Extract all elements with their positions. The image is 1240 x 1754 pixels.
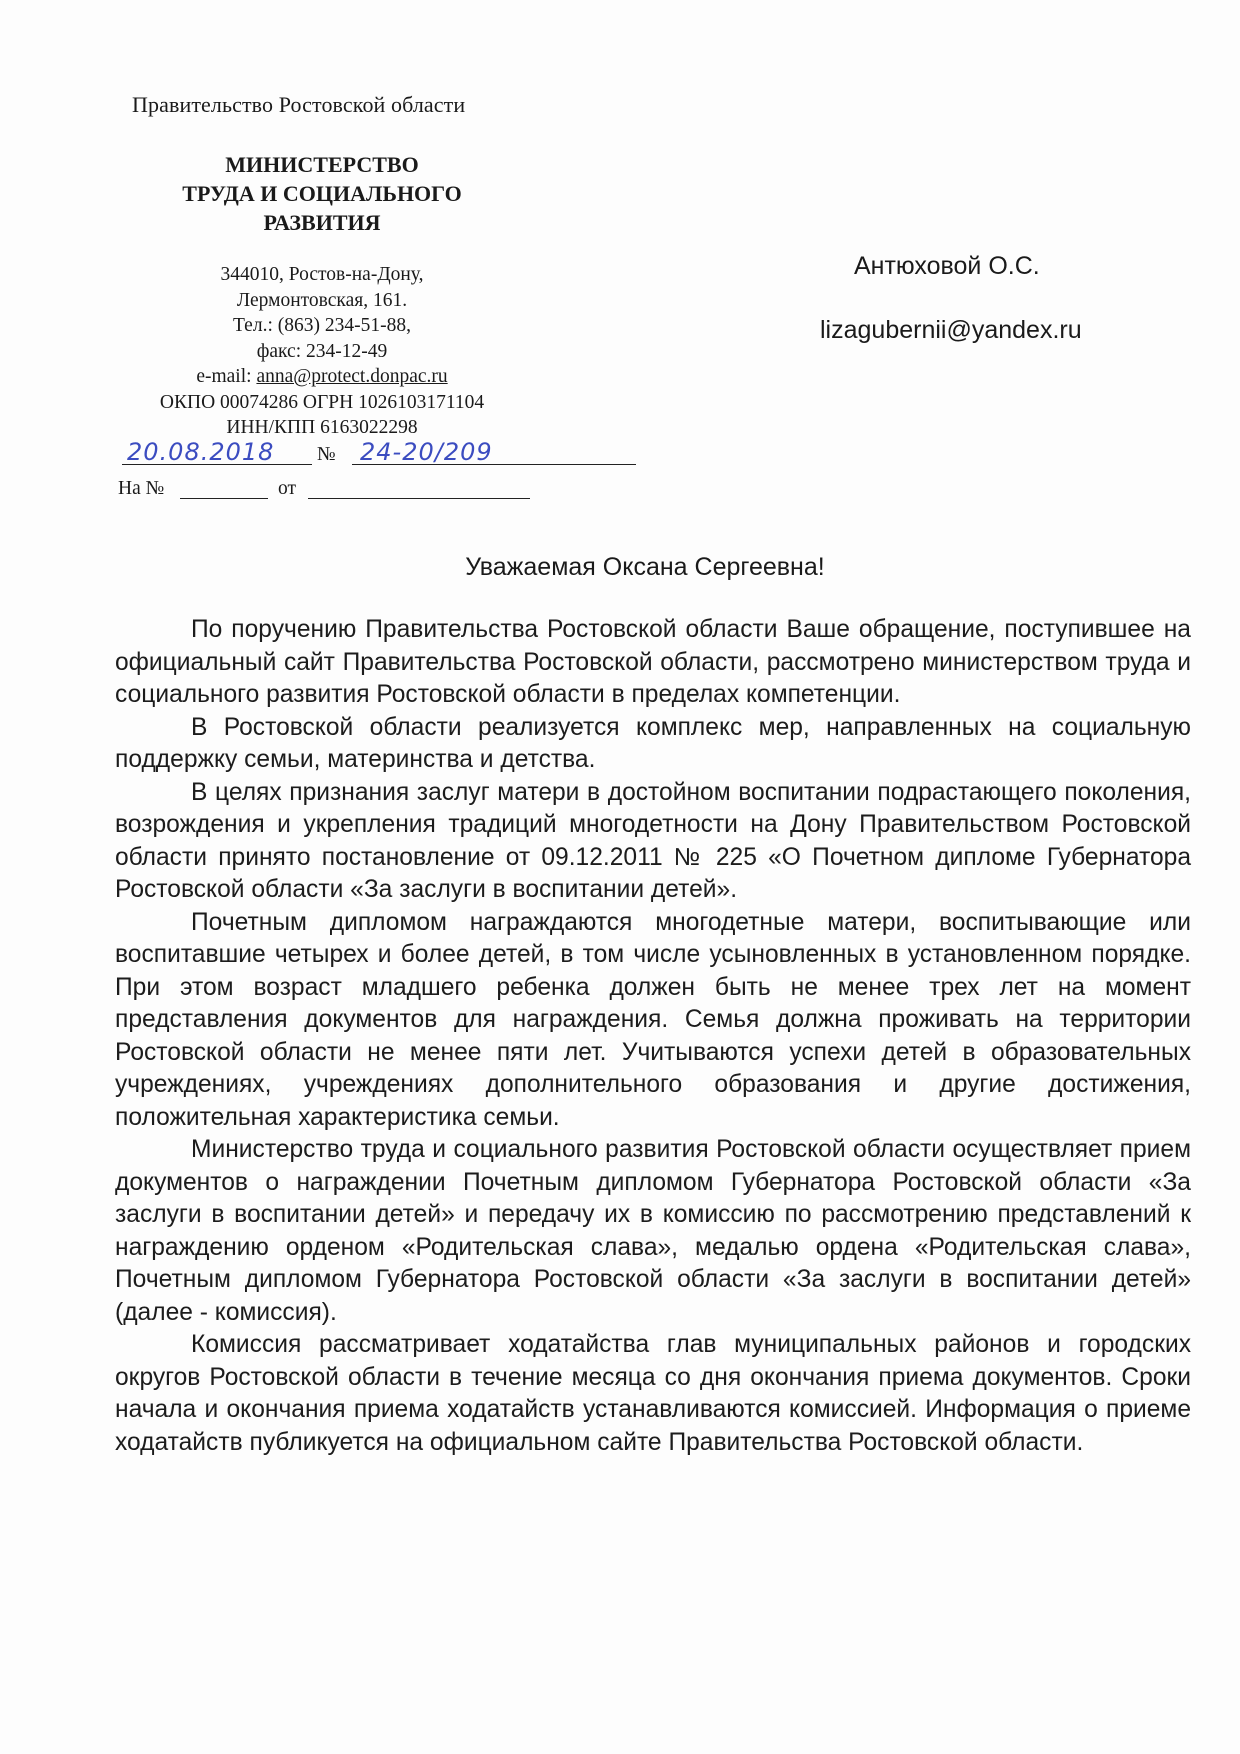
okpo-ogrn-line: ОКПО 00074286 ОГРН 1026103171104 [159, 391, 485, 413]
handwritten-number: 24-20/209 [360, 438, 493, 466]
email-line [112, 364, 532, 390]
greeting: Уважаемая Оксана Сергеевна! [465, 553, 825, 581]
paragraph: По поручению Правительства Ростовской области Ваше обращение, поступившее на официальный сайт Правительства Ростовской области, рассмотрено министерством труда и социального развития Ростовской области в пределах компетенции. [115, 616, 1191, 708]
paragraph: Министерство труда и социального развития Ростовской области осуществляет прием документов о награждении Почетным дипломом Губернатора Ростовской области «За заслуги в воспитании детей» и передачу их в комиссию по рассмотрению представлений к награждению орденом «Родительская слава», медалью ордена «Родительская слава», Почетным дипломом Губернатора Ростовской области «За заслуги в воспитании детей» (далее - комиссия). [115, 1136, 1191, 1326]
inn-kpp-line: ИНН/КПП 6163022298 [226, 417, 418, 438]
paragraph: В Ростовской области реализуется комплекс мер, направленных на социальную поддержку семьи, материнства и детства. [115, 713, 1191, 773]
addressee-email: lizagubernii@yandex.ru [820, 316, 1082, 344]
address-line: 344010, Ростов-на-Дону, [220, 264, 424, 285]
fax-line: факс: 234-12-49 [256, 340, 388, 362]
letter-body [115, 614, 1191, 1459]
email-label: e-mail: [196, 366, 257, 387]
from-date-underline [308, 476, 530, 499]
phone-line: Тел.: (863) 234-51-88, [233, 315, 411, 336]
in-reply-number-underline [180, 476, 268, 499]
paragraph: Комиссия рассматривает ходатайства глав муниципальных районов и городских округов Ростовской области в течение месяца со дня окончания приема документов. Сроки начала и окончания приема ходатайств устанавливаются комиссией. Информация о приеме ходатайств публикуется на официальном сайте Правительства Ростовской области. [115, 1331, 1191, 1456]
from-label: от [278, 478, 297, 499]
paragraph: В целях признания заслуг матери в достойном воспитании подрастающего поколения, возрождения и укрепления традиций многодетности на Дону Правительством Ростовской области принято постановление от 09.12.2011 № 225 «О Почетном дипломе Губернатора Ростовской области «За заслуги в воспитании детей». [115, 778, 1191, 903]
ministry-line: ТРУДА И СОЦИАЛЬНОГО [182, 181, 462, 206]
ministry-name [132, 150, 512, 237]
paragraph: Почетным дипломом награждаются многодетные матери, воспитывающие или воспитавшие четырех и более детей, в том числе усыновленных в установленном порядке. При этом возраст младшего ребенка должен быть не менее трех лет на момент представления документов для награждения. Семья должна проживать на территории Ростовской области не менее пяти лет. Учитываются успехи детей в образовательных учреждениях, учреждениях дополнительного образования и другие достижения, положительная характеристика семьи. [115, 908, 1191, 1131]
handwritten-date: 20.08.2018 [127, 438, 275, 466]
addressee-name: Антюховой О.С. [854, 252, 1040, 280]
outgoing-reference [112, 438, 532, 472]
number-label: № [317, 444, 336, 465]
government-name: Правительство Ростовской области [132, 92, 466, 117]
ministry-line: МИНИСТЕРСТВО [225, 152, 419, 177]
email-link[interactable]: anna@protect.donpac.ru [256, 366, 448, 387]
address-line: Лермонтовская, 161. [236, 289, 408, 311]
ministry-address [112, 262, 532, 441]
in-reply-label: На № [118, 478, 165, 499]
ministry-line: РАЗВИТИЯ [263, 210, 381, 235]
in-reply-reference [118, 476, 538, 506]
